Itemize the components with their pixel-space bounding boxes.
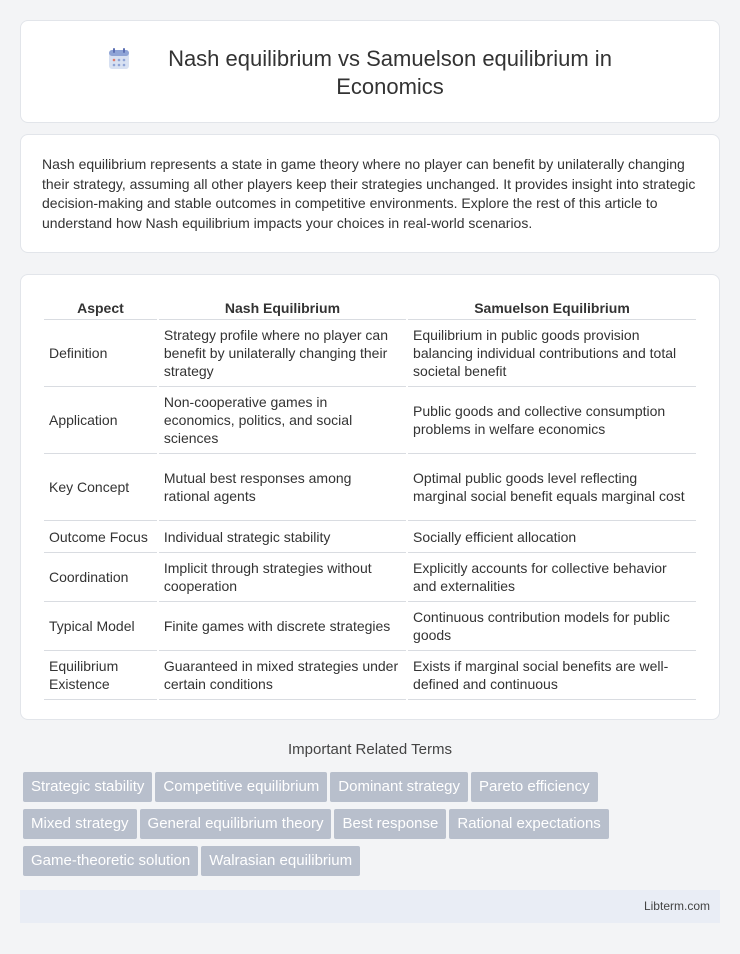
table-row [44,320,696,387]
page-title: Nash equilibrium vs Samuelson equilibrium in Economics [168,46,612,99]
table-cell-aspect: Key Concept [44,454,157,521]
comparison-table [42,295,698,700]
table-cell-nash: Finite games with discrete strategies [159,602,406,651]
table-cell-aspect: Outcome Focus [44,521,157,553]
table-header-row [44,295,696,320]
table-cell-nash: Implicit through strategies without cooperation [159,553,406,602]
table-cell-aspect: Application [44,387,157,454]
table-row [44,387,696,454]
footer [20,890,720,923]
table-row [44,553,696,602]
related-tag[interactable]: General equilibrium theory [140,809,332,839]
related-tag[interactable]: Pareto efficiency [471,772,598,802]
table-cell-aspect: Coordination [44,553,157,602]
table-cell-aspect: Typical Model [44,602,157,651]
related-tag[interactable]: Mixed strategy [23,809,137,839]
comparison-card [20,274,720,720]
intro-paragraph: Nash equilibrium represents a state in game theory where no player can benefit by unilaterally changing their strategy, assuming all other players keep their strategies unchanged. It provides insight into strategic decision-making and stable outcomes in competitive environments. Explore the rest of this article to understand how Nash equilibrium impacts your choices in real-world scenarios. [42,156,696,231]
table-row [44,454,696,521]
related-tag[interactable]: Rational expectations [449,809,608,839]
table-cell-nash: Guaranteed in mixed strategies under certain conditions [159,651,406,700]
table-cell-samuelson: Continuous contribution models for public goods [408,602,696,651]
table-cell-nash: Strategy profile where no player can benefit by unilaterally changing their strategy [159,320,406,387]
table-cell-nash: Non-cooperative games in economics, politics, and social sciences [159,387,406,454]
related-tag[interactable]: Walrasian equilibrium [201,846,360,876]
related-terms-tags [23,772,663,883]
table-cell-samuelson: Optimal public goods level reflecting marginal social benefit equals marginal cost [408,454,696,521]
table-cell-nash: Individual strategic stability [159,521,406,553]
table-cell-samuelson: Explicitly accounts for collective behavior and externalities [408,553,696,602]
footer-site-link[interactable]: Libterm.com [643,899,710,913]
related-tag[interactable]: Best response [334,809,446,839]
header-nash: Nash Equilibrium [159,295,406,320]
table-row [44,602,696,651]
intro-card [20,134,720,253]
table-cell-samuelson: Public goods and collective consumption problems in welfare economics [408,387,696,454]
table-cell-aspect: Equilibrium Existence [44,651,157,700]
table-cell-samuelson: Equilibrium in public goods provision balancing individual contributions and total societal benefit [408,320,696,387]
related-tag[interactable]: Competitive equilibrium [155,772,327,802]
table-row [44,521,696,553]
table-cell-samuelson: Exists if marginal social benefits are well-defined and continuous [408,651,696,700]
table-row [44,651,696,700]
header-samuelson: Samuelson Equilibrium [408,295,696,320]
related-terms-title: Important Related Terms [288,741,452,758]
table-cell-nash: Mutual best responses among rational agents [159,454,406,521]
related-tag[interactable]: Game-theoretic solution [23,846,198,876]
table-cell-samuelson: Socially efficient allocation [408,521,696,553]
header-aspect: Aspect [44,295,157,320]
table-cell-aspect: Definition [44,320,157,387]
related-tag[interactable]: Strategic stability [23,772,152,802]
header-card [20,20,720,123]
related-tag[interactable]: Dominant strategy [330,772,468,802]
